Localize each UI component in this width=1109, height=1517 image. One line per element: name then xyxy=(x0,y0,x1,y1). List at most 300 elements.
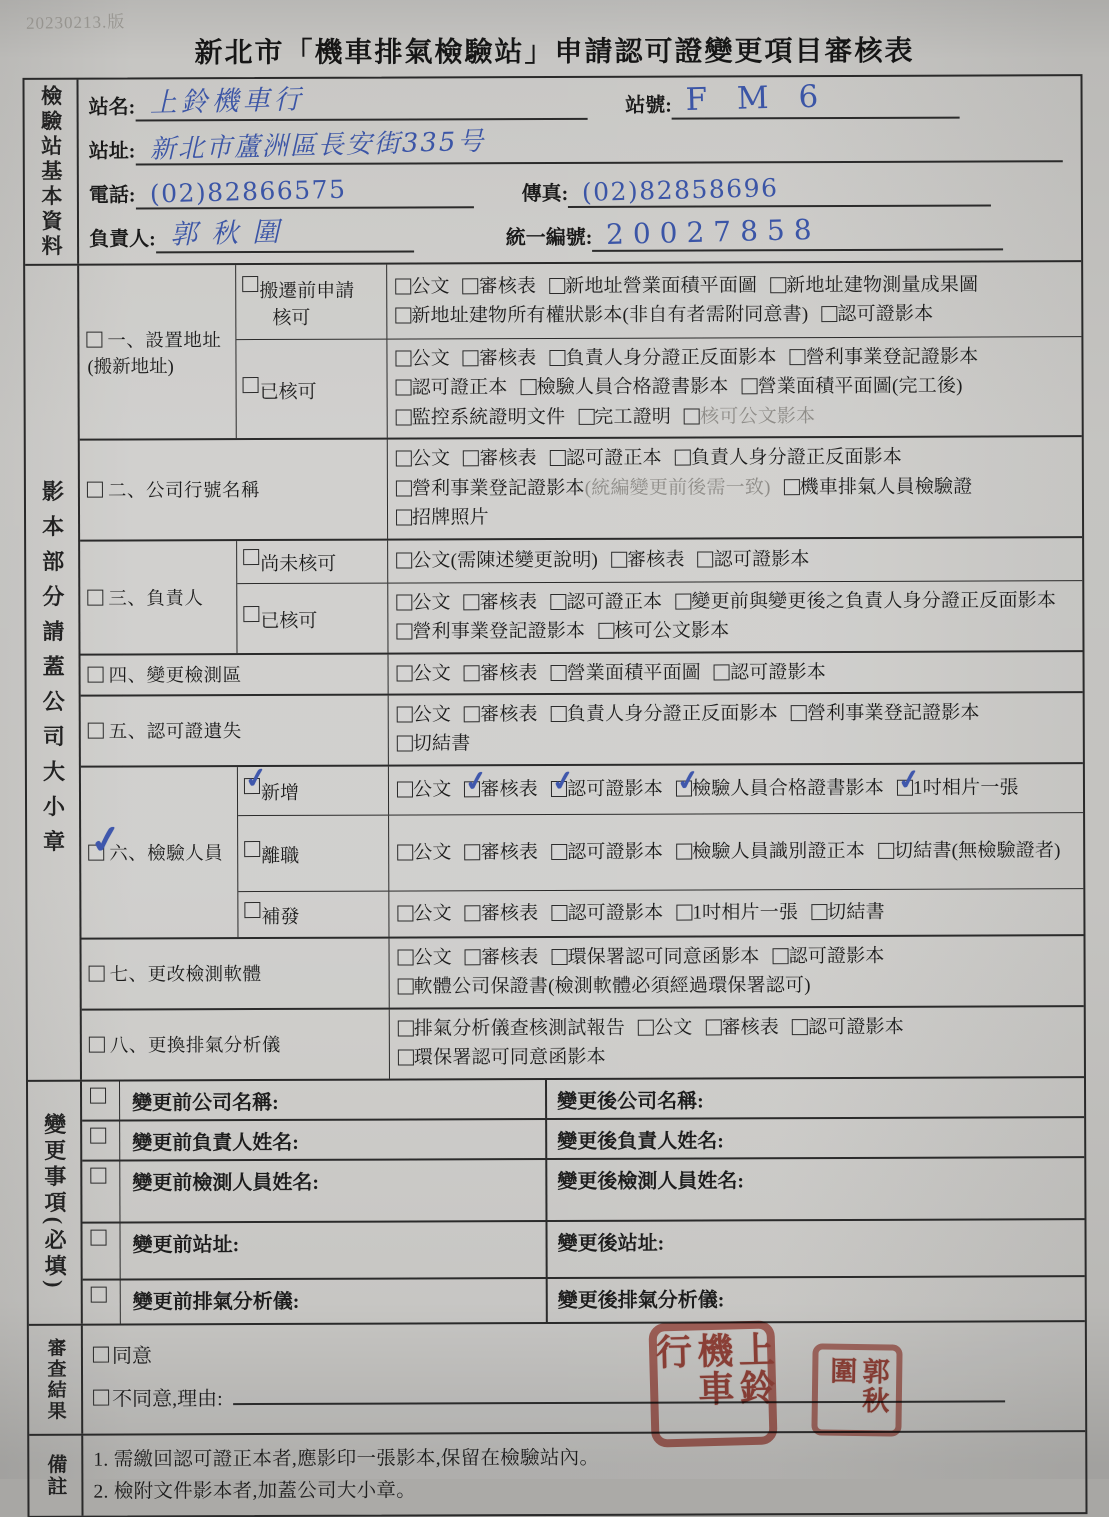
doc-item xyxy=(698,545,810,575)
basic-info-body xyxy=(78,76,1081,263)
sub-row xyxy=(237,538,1082,583)
doc-label: 公文 xyxy=(412,591,451,614)
doc-item xyxy=(398,1013,625,1043)
station-address-field[interactable] xyxy=(135,122,1062,165)
doc-item xyxy=(551,699,778,729)
doc-checkbox[interactable] xyxy=(463,278,479,294)
doc-checkbox[interactable] xyxy=(396,451,412,467)
item-label: 六、檢驗人員 xyxy=(109,843,224,865)
doc-checkbox[interactable] xyxy=(550,594,566,610)
item-checkbox[interactable] xyxy=(88,723,104,739)
doc-label: 審核表 xyxy=(480,779,539,801)
doc-checkbox[interactable] xyxy=(398,949,414,965)
doc-label: 營業面積平面圖 xyxy=(566,661,702,684)
basic-info-section xyxy=(24,76,1081,264)
doc-item xyxy=(463,344,537,374)
doc-checkbox[interactable] xyxy=(550,450,566,466)
company-seal-text: 上鈴機車行 xyxy=(650,1330,776,1409)
change-before-label: 變更前檢測人員姓名: xyxy=(132,1171,320,1195)
pen-checkmark-icon: ✓ xyxy=(895,763,923,797)
item-checkbox[interactable] xyxy=(87,817,125,864)
doc-label: 審核表 xyxy=(480,703,538,726)
phone-value: (02)82866575 xyxy=(149,174,347,209)
station-name-value: 上鈴機車行 xyxy=(148,84,305,120)
doc-item xyxy=(396,445,451,475)
sub-option-checkbox[interactable] xyxy=(244,841,260,857)
doc-label: 監控系統證明文件 xyxy=(411,406,566,429)
doc-checkbox[interactable] xyxy=(549,350,565,366)
change-after-label: 變更後排氣分析儀: xyxy=(546,1277,1085,1322)
doc-checkbox[interactable] xyxy=(464,594,480,610)
doc-item xyxy=(676,837,865,867)
doc-checkbox[interactable] xyxy=(398,1050,414,1066)
change-checkbox-cell xyxy=(82,1223,120,1278)
change-after-label: 變更後負責人姓名: xyxy=(545,1118,1084,1158)
doc-checkbox[interactable] xyxy=(397,736,413,752)
doc-checkbox[interactable] xyxy=(895,763,923,797)
doc-item xyxy=(398,943,453,973)
sub-option-checkbox[interactable] xyxy=(244,902,260,918)
sub-row xyxy=(236,336,1081,438)
sub-option-cell xyxy=(238,761,389,815)
sub-option-label: 新增 xyxy=(260,783,300,805)
agree-checkbox[interactable] xyxy=(93,1346,109,1362)
sub-rows xyxy=(238,761,1084,937)
doc-label: 公文 xyxy=(413,841,452,864)
docs-cell xyxy=(389,693,1083,764)
item-cell xyxy=(81,654,389,695)
station-address-label: 站址: xyxy=(88,140,136,163)
fax-label: 傳真: xyxy=(521,182,569,206)
docs-cell xyxy=(389,652,1083,694)
item-cell xyxy=(79,265,237,439)
taxid-label: 統一編號: xyxy=(505,226,593,250)
doc-checkbox[interactable] xyxy=(742,379,758,395)
doc-label: 認可證影本 xyxy=(713,549,810,571)
owner-value: 郭秋圍 xyxy=(169,216,294,251)
doc-item xyxy=(878,836,1061,866)
doc-checkbox[interactable] xyxy=(698,551,714,567)
sub-rows xyxy=(236,262,1082,438)
doc-label-note: (統編變更前後需一致) xyxy=(584,476,771,499)
pen-checkmark-icon: ✓ xyxy=(549,764,577,798)
sub-option-checkbox[interactable] xyxy=(243,549,259,565)
doc-label: 核可公文影本 xyxy=(614,620,730,642)
docs-cell xyxy=(387,337,1081,438)
item-cell xyxy=(81,938,389,1008)
doc-item xyxy=(773,942,885,972)
station-no-value: F M 6 xyxy=(685,78,830,119)
doc-item xyxy=(770,270,978,300)
doc-item xyxy=(398,1043,606,1073)
taxid-field[interactable] xyxy=(592,214,1003,251)
doc-label: 審核表 xyxy=(627,549,685,571)
doc-checkbox[interactable] xyxy=(396,409,412,425)
doc-item xyxy=(551,658,702,688)
doc-item xyxy=(397,659,452,689)
doc-checkbox[interactable] xyxy=(770,277,786,293)
doc-label: 審核表 xyxy=(721,1016,780,1039)
doc-item xyxy=(463,764,539,805)
doc-item xyxy=(465,838,539,868)
change-before-label: 變更前負責人姓名: xyxy=(132,1131,299,1155)
doc-item xyxy=(398,971,811,1002)
docs-cell xyxy=(390,1007,1084,1078)
doc-checkbox[interactable] xyxy=(551,706,567,722)
doc-label: 認可證影本 xyxy=(807,1016,905,1038)
doc-label: 認可證正本 xyxy=(566,591,663,613)
pen-checkmark-icon: ✓ xyxy=(674,764,702,798)
doc-item xyxy=(395,344,450,374)
doc-label: 公文 xyxy=(412,662,452,684)
station-name-field[interactable] xyxy=(135,78,587,122)
doc-checkbox[interactable] xyxy=(791,705,807,721)
doc-checkbox[interactable] xyxy=(465,949,481,965)
doc-checkbox[interactable] xyxy=(465,844,481,860)
doc-item xyxy=(463,272,537,302)
doc-item xyxy=(598,616,729,646)
station-name-label: 站名: xyxy=(88,96,136,119)
doc-checkbox[interactable] xyxy=(784,479,800,495)
doc-checkbox[interactable] xyxy=(821,306,837,322)
doc-checkbox[interactable] xyxy=(790,349,806,365)
doc-item xyxy=(395,272,450,302)
change-checkbox[interactable] xyxy=(90,1167,106,1183)
doc-item xyxy=(395,300,808,331)
owner-label: 負責人: xyxy=(89,228,156,251)
doc-label: 變更前與變更後之負責人身分證正反面影本 xyxy=(691,589,1057,613)
item-label: 八、更換排氣分析儀 xyxy=(109,1036,281,1057)
change-before-label: 變更前站址: xyxy=(132,1233,240,1257)
item-cell xyxy=(81,696,389,766)
pen-checkmark-icon: ✓ xyxy=(463,764,490,798)
doc-item xyxy=(714,658,826,688)
change-checkbox-cell xyxy=(82,1081,120,1119)
owner-field[interactable] xyxy=(156,210,414,253)
sub-option-cell xyxy=(236,265,387,340)
change-checkbox[interactable] xyxy=(91,1229,107,1245)
doc-checkbox[interactable] xyxy=(578,409,594,425)
change-row xyxy=(83,1275,1085,1323)
doc-checkbox[interactable] xyxy=(463,764,490,798)
sub-option-label: 離職 xyxy=(261,845,300,867)
doc-item xyxy=(821,300,933,330)
doc-item xyxy=(396,503,489,533)
phone-fax-row xyxy=(83,166,1075,213)
sub-option-checkbox[interactable] xyxy=(243,606,259,622)
docs-cell xyxy=(389,813,1083,890)
doc-checkbox[interactable] xyxy=(398,979,414,995)
doc-item xyxy=(705,1013,779,1043)
disagree-label: 不同意,理由: xyxy=(112,1387,223,1411)
form-table xyxy=(22,74,1087,1517)
form-title: 新北市「機車排氣檢驗站」申請認可證變更項目審核表 xyxy=(194,36,915,69)
notes-body xyxy=(83,1432,1085,1515)
doc-checkbox[interactable] xyxy=(551,905,567,921)
doc-label: 新地址建物測量成果圖 xyxy=(786,274,979,296)
pen-checkmark-icon: ✓ xyxy=(242,761,270,795)
doc-item xyxy=(464,659,538,689)
doc-checkbox[interactable] xyxy=(792,1019,808,1035)
sub-option-checkbox[interactable] xyxy=(243,377,259,393)
doc-label: 審核表 xyxy=(479,591,538,613)
doc-label: 1吋相片一張 xyxy=(692,901,799,924)
checklist-row xyxy=(79,262,1082,439)
doc-checkbox[interactable] xyxy=(396,552,412,568)
item-checkbox[interactable] xyxy=(87,589,103,605)
doc-label: 公文 xyxy=(413,902,452,925)
sub-option-label: 尚未核可 xyxy=(260,553,337,576)
sub-option-checkbox[interactable] xyxy=(242,276,258,292)
doc-checkbox[interactable] xyxy=(674,764,702,798)
doc-item xyxy=(742,372,963,402)
doc-checkbox[interactable] xyxy=(464,706,480,722)
doc-checkbox[interactable] xyxy=(638,1019,654,1035)
doc-checkbox[interactable] xyxy=(811,904,827,920)
doc-item xyxy=(396,617,585,647)
doc-item xyxy=(549,271,757,301)
basic-info-sidebar-label: 檢驗站基本資料 xyxy=(38,84,64,260)
sub-option-cell xyxy=(238,815,389,891)
item-checkbox[interactable] xyxy=(89,966,105,982)
item-label: 五、認可證遺失 xyxy=(108,722,242,743)
doc-label: 軟體公司保證書(檢測軟體必須經過環保署認可) xyxy=(413,975,811,998)
doc-label: 審核表 xyxy=(480,902,539,924)
doc-checkbox[interactable] xyxy=(396,624,412,640)
doc-item xyxy=(396,546,598,576)
change-before-label: 變更前公司名稱: xyxy=(132,1091,279,1115)
doc-checkbox[interactable] xyxy=(714,664,730,680)
fax-field[interactable] xyxy=(568,174,991,207)
sub-option-checkbox[interactable] xyxy=(242,761,270,795)
documents-section xyxy=(25,260,1084,1079)
doc-checkbox[interactable] xyxy=(396,594,412,610)
sub-option-label: 補發 xyxy=(261,906,300,928)
doc-checkbox[interactable] xyxy=(551,664,567,680)
doc-item xyxy=(784,472,973,502)
company-seal-stamp xyxy=(648,1320,777,1447)
doc-label: 完工證明 xyxy=(594,406,672,428)
checklist-row xyxy=(80,650,1082,695)
doc-item xyxy=(463,444,537,474)
item-checkbox[interactable] xyxy=(88,667,104,683)
review-section xyxy=(29,1320,1085,1434)
item-cell xyxy=(80,440,388,539)
doc-item xyxy=(465,943,539,973)
doc-checkbox[interactable] xyxy=(675,593,691,609)
item-cell xyxy=(82,1009,390,1079)
phone-field[interactable] xyxy=(136,176,474,209)
doc-label: 認可證正本 xyxy=(411,377,508,399)
doc-checkbox[interactable] xyxy=(395,350,411,366)
item-label: 四、變更檢測區 xyxy=(108,666,242,687)
doc-checkbox[interactable] xyxy=(464,665,480,681)
personal-seal-text: 郭秋圍 xyxy=(826,1356,889,1416)
doc-checkbox[interactable] xyxy=(552,949,568,965)
station-address-row xyxy=(83,122,1075,169)
doc-label: 環保署認可同意函影本 xyxy=(413,1046,606,1069)
doc-item xyxy=(676,898,798,928)
doc-label: 公文(需陳述變更說明) xyxy=(412,549,599,572)
change-checkbox-cell xyxy=(82,1161,120,1221)
sub-option-cell xyxy=(236,340,387,439)
doc-item xyxy=(674,764,885,804)
doc-label: 招牌照片 xyxy=(411,507,489,529)
doc-checkbox[interactable] xyxy=(395,278,411,294)
doc-checkbox[interactable] xyxy=(463,350,479,366)
doc-label: 切結書(無檢驗證者) xyxy=(894,839,1061,862)
checklist-row xyxy=(82,1005,1084,1079)
doc-item xyxy=(790,343,979,373)
doc-checkbox[interactable] xyxy=(398,1020,414,1036)
doc-checkbox[interactable] xyxy=(396,510,412,526)
documents-sidebar-label: 影本部分請蓋公司大小章 xyxy=(39,479,66,866)
doc-checkbox[interactable] xyxy=(684,408,700,424)
doc-item xyxy=(397,899,452,929)
sub-option-cell xyxy=(238,891,389,937)
doc-checkbox[interactable] xyxy=(551,844,567,860)
doc-checkbox[interactable] xyxy=(465,905,481,921)
doc-item xyxy=(396,403,566,433)
pen-checkmark-icon: ✓ xyxy=(87,817,125,864)
docs-cell xyxy=(389,764,1083,814)
phone-label: 電話: xyxy=(88,184,136,207)
checklist-row xyxy=(81,691,1083,765)
doc-checkbox[interactable] xyxy=(705,1019,721,1035)
change-row xyxy=(82,1116,1084,1159)
doc-checkbox[interactable] xyxy=(397,665,413,681)
change-row xyxy=(82,1218,1084,1278)
change-checkbox[interactable] xyxy=(91,1286,107,1302)
change-checkbox[interactable] xyxy=(90,1087,106,1103)
doc-label: 公文 xyxy=(411,275,450,298)
change-checkbox[interactable] xyxy=(90,1127,106,1143)
doc-label: 營利事業登記證影本 xyxy=(412,620,586,643)
doc-checkbox[interactable] xyxy=(611,552,627,568)
doc-label: 檢驗人員合格證書影本 xyxy=(691,777,885,800)
sub-option-label: 搬遷前申請 xyxy=(259,280,355,303)
notes-sidebar xyxy=(29,1435,83,1515)
sub-option-label: 已核可 xyxy=(259,381,317,403)
doc-label: 排氣分析儀查核測試報告 xyxy=(413,1017,626,1040)
doc-item xyxy=(396,374,508,404)
review-sidebar-label: 審查結果 xyxy=(44,1337,66,1422)
doc-checkbox[interactable] xyxy=(397,782,413,798)
doc-checkbox[interactable] xyxy=(397,706,413,722)
sub-row xyxy=(237,580,1082,653)
doc-label: 核可公文影本 xyxy=(700,405,816,428)
doc-label: 切結書 xyxy=(412,733,471,755)
doc-checkbox[interactable] xyxy=(549,278,565,294)
station-no-field[interactable] xyxy=(672,80,960,120)
doc-checkbox[interactable] xyxy=(878,842,894,858)
change-before-label: 變更前排氣分析儀: xyxy=(132,1290,300,1314)
doc-checkbox[interactable] xyxy=(397,905,413,921)
personal-seal-stamp xyxy=(811,1343,902,1436)
fax-value: (02)82858696 xyxy=(581,173,780,207)
item-sublabel: (搬新地址) xyxy=(87,356,174,378)
change-after-label: 變更後檢測人員姓名: xyxy=(545,1158,1084,1220)
owner-taxid-row xyxy=(83,210,1075,257)
doc-label: 新地址建物所有權狀影本(非自有者需附同意書) xyxy=(411,304,809,327)
doc-checkbox[interactable] xyxy=(397,844,413,860)
doc-checkbox[interactable] xyxy=(676,843,692,859)
doc-checkbox[interactable] xyxy=(675,450,691,466)
doc-item xyxy=(675,443,902,473)
doc-label: 認可證影本 xyxy=(837,303,934,326)
doc-item xyxy=(895,763,1019,803)
sub-row xyxy=(238,761,1083,815)
sub-row xyxy=(238,888,1083,937)
doc-label: 認可證影本 xyxy=(567,841,664,863)
doc-label: 1吋相片一張 xyxy=(912,777,1019,799)
checklist-row xyxy=(81,934,1083,1008)
doc-label: 公文 xyxy=(411,348,450,370)
docs-cell xyxy=(389,889,1083,936)
change-row xyxy=(82,1078,1084,1119)
doc-label: 營利事業登記證影本 xyxy=(805,346,979,369)
change-after-label: 變更後站址: xyxy=(545,1220,1084,1277)
doc-item xyxy=(638,1013,693,1043)
doc-checkbox[interactable] xyxy=(396,480,412,496)
sub-option-cell xyxy=(237,540,388,583)
doc-item xyxy=(396,588,451,618)
doc-item xyxy=(551,837,663,867)
disagree-checkbox[interactable] xyxy=(93,1389,109,1405)
doc-checkbox[interactable] xyxy=(676,904,692,920)
doc-checkbox[interactable] xyxy=(598,623,614,639)
changes-sidebar xyxy=(28,1081,83,1323)
item-checkbox[interactable] xyxy=(89,1037,105,1053)
notes-sidebar-label: 備註 xyxy=(43,1453,66,1498)
note-line-1: 1. 需繳回認可證正本者,應影印一張影本,保留在檢驗站內。 xyxy=(93,1447,600,1471)
sub-option-label-2: 核可 xyxy=(272,307,311,329)
agree-line xyxy=(93,1336,1075,1368)
doc-checkbox[interactable] xyxy=(463,451,479,467)
doc-label: 公文 xyxy=(412,779,452,801)
documents-rows xyxy=(79,262,1084,1079)
item-checkbox[interactable] xyxy=(87,482,103,498)
review-body xyxy=(83,1322,1085,1433)
item-checkbox[interactable] xyxy=(86,331,102,347)
doc-checkbox[interactable] xyxy=(395,307,411,323)
doc-item xyxy=(675,586,1056,617)
doc-label: 公文 xyxy=(411,448,451,470)
docs-cell xyxy=(387,262,1081,338)
doc-checkbox[interactable] xyxy=(521,379,537,395)
doc-label: 審核表 xyxy=(478,348,537,370)
change-row xyxy=(82,1156,1084,1221)
docs-cell xyxy=(388,437,1082,538)
doc-item xyxy=(549,343,776,373)
doc-item xyxy=(578,402,671,432)
item-cell xyxy=(80,541,237,653)
doc-label: 審核表 xyxy=(479,448,537,470)
doc-checkbox[interactable] xyxy=(549,764,577,798)
doc-item xyxy=(684,402,815,432)
item-label: 一、設置地址 xyxy=(107,330,222,352)
basic-info-sidebar xyxy=(24,80,79,264)
doc-checkbox[interactable] xyxy=(396,380,412,396)
item-label: 二、公司行號名稱 xyxy=(107,481,260,503)
doc-item xyxy=(552,942,760,972)
doc-item xyxy=(397,700,452,730)
docs-cell xyxy=(389,936,1083,1007)
notes-section xyxy=(29,1430,1085,1516)
doc-item xyxy=(551,898,663,928)
doc-checkbox[interactable] xyxy=(773,948,789,964)
doc-item xyxy=(811,897,885,927)
